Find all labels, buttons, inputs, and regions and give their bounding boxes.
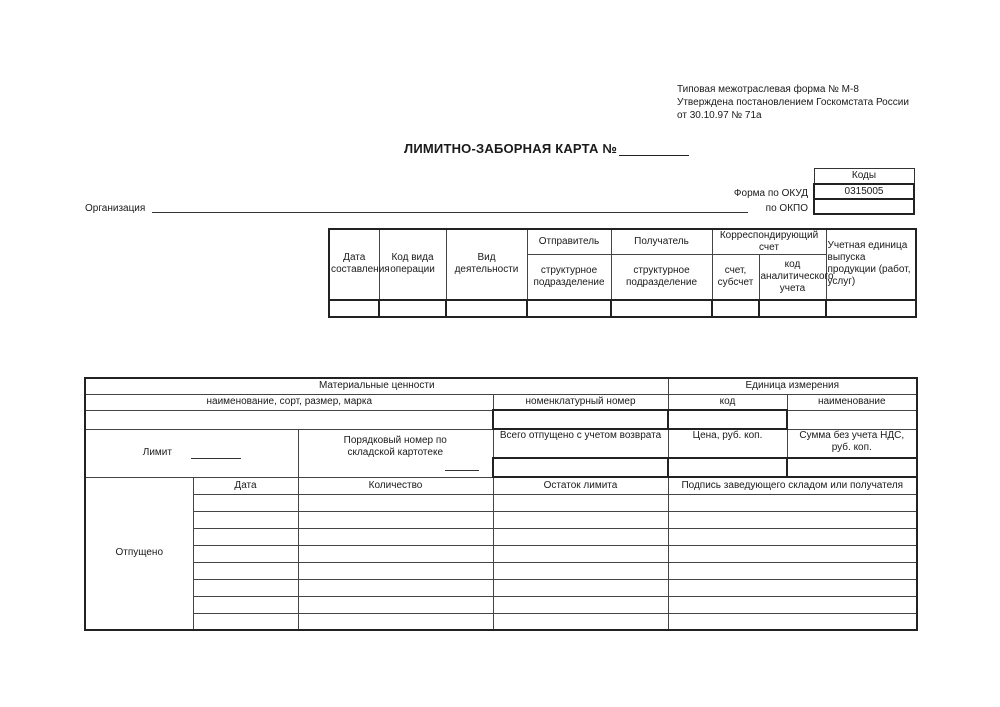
cell-date[interactable] [329,300,379,317]
cell-signature[interactable] [668,494,917,511]
cell-account[interactable] [712,300,759,317]
cell-signature[interactable] [668,613,917,630]
cell-quantity[interactable] [298,613,493,630]
cell-quantity[interactable] [298,528,493,545]
cell-quantity[interactable] [298,511,493,528]
cell-issue-date[interactable] [193,528,298,545]
col-price: Цена, руб. коп. [668,429,787,458]
card-details-table [328,228,917,318]
cell-quantity[interactable] [298,562,493,579]
cell-issue-date[interactable] [193,579,298,596]
cell-operation-code[interactable] [379,300,446,317]
form-header [677,83,909,122]
codes-header: Коды [814,169,914,184]
col-nomenclature: номенклатурный номер [493,394,668,410]
cell-name-grade[interactable] [85,410,493,429]
approval-line: Утверждена постановлением Госкомстата России [677,97,909,108]
okpo-label: по ОКПО [765,203,808,214]
table-row [85,545,917,562]
col-receiver-sub: структурное подразделение [611,255,712,300]
cell-unit-name[interactable] [787,410,917,429]
col-date: Дата составления [329,229,379,300]
serial-label: Порядковый номер по складской картотеке [343,435,447,458]
table-row [85,579,917,596]
page-title [404,141,689,156]
cell-nomenclature[interactable] [493,410,668,429]
codes-table [813,168,915,215]
cell-quantity[interactable] [298,545,493,562]
cell-issue-date[interactable] [193,545,298,562]
col-issue-date: Дата [193,477,298,494]
col-unit-measure: Единица измерения [668,378,917,394]
cell-sum[interactable] [787,458,917,477]
col-sender: Отправитель [527,229,611,255]
cell-price[interactable] [668,458,787,477]
table-row [85,494,917,511]
col-unit-name: наименование [787,394,917,410]
okud-value: 0315005 [814,184,914,199]
col-materials: Материальные ценности [85,378,668,394]
okpo-value[interactable] [814,199,914,214]
col-activity: Вид деятельности [446,229,527,300]
organization-label: Организация [85,203,146,214]
page-title-text: ЛИМИТНО-ЗАБОРНАЯ КАРТА № [404,141,618,156]
cell-limit-remaining[interactable] [493,596,668,613]
cell-limit-remaining[interactable] [493,562,668,579]
col-unit-code: код [668,394,787,410]
cell-accounting-unit[interactable] [826,300,916,317]
serial-field[interactable] [445,461,479,471]
cell-receiver[interactable] [611,300,712,317]
table-row [85,562,917,579]
issued-label: Отпущено [85,477,193,630]
cell-signature[interactable] [668,562,917,579]
cell-issue-date[interactable] [193,511,298,528]
col-analytic-code: код аналитического учета [759,255,826,300]
col-limit-remaining: Остаток лимита [493,477,668,494]
table-row [85,511,917,528]
cell-signature[interactable] [668,596,917,613]
limit-label: Лимит [142,447,172,458]
serial-cell [298,429,493,477]
table-row [85,613,917,630]
col-operation-code: Код вида операции [379,229,446,300]
col-sender-sub: структурное подразделение [527,255,611,300]
cell-quantity[interactable] [298,579,493,596]
cell-limit-remaining[interactable] [493,579,668,596]
limit-cell [85,429,298,477]
card-number-field[interactable] [619,144,689,156]
cell-limit-remaining[interactable] [493,494,668,511]
approval-date-line: от 30.10.97 № 71а [677,110,762,121]
col-accounting-unit: Учетная единица выпуска продукции (работ, услуг) [826,229,916,300]
organization-field[interactable] [152,212,748,213]
cell-limit-remaining[interactable] [493,511,668,528]
col-total-issued: Всего отпущено с учетом возврата [493,429,668,458]
table-row [85,528,917,545]
cell-limit-remaining[interactable] [493,613,668,630]
cell-unit-code[interactable] [668,410,787,429]
col-sum: Сумма без учета НДС, руб. коп. [787,429,917,458]
cell-quantity[interactable] [298,494,493,511]
col-receiver: Получатель [611,229,712,255]
materials-table [84,377,918,631]
cell-analytic-code[interactable] [759,300,826,317]
col-corr-account: Корреспондирующий счет [712,229,826,255]
cell-quantity[interactable] [298,596,493,613]
col-account: счет, субсчет [712,255,759,300]
cell-activity[interactable] [446,300,527,317]
cell-total-issued[interactable] [493,458,668,477]
limit-field[interactable] [191,449,241,459]
okud-label: Форма по ОКУД [733,188,808,199]
cell-signature[interactable] [668,511,917,528]
cell-signature[interactable] [668,545,917,562]
cell-signature[interactable] [668,579,917,596]
form-type-line: Типовая межотраслевая форма № М-8 [677,84,859,95]
col-signature: Подпись заведующего складом или получателя [668,477,917,494]
cell-sender[interactable] [527,300,611,317]
cell-signature[interactable] [668,528,917,545]
table-row [85,596,917,613]
col-quantity: Количество [298,477,493,494]
cell-issue-date[interactable] [193,494,298,511]
cell-issue-date[interactable] [193,596,298,613]
cell-issue-date[interactable] [193,562,298,579]
cell-limit-remaining[interactable] [493,545,668,562]
cell-issue-date[interactable] [193,613,298,630]
col-name-grade: наименование, сорт, размер, марка [85,394,493,410]
cell-limit-remaining[interactable] [493,528,668,545]
